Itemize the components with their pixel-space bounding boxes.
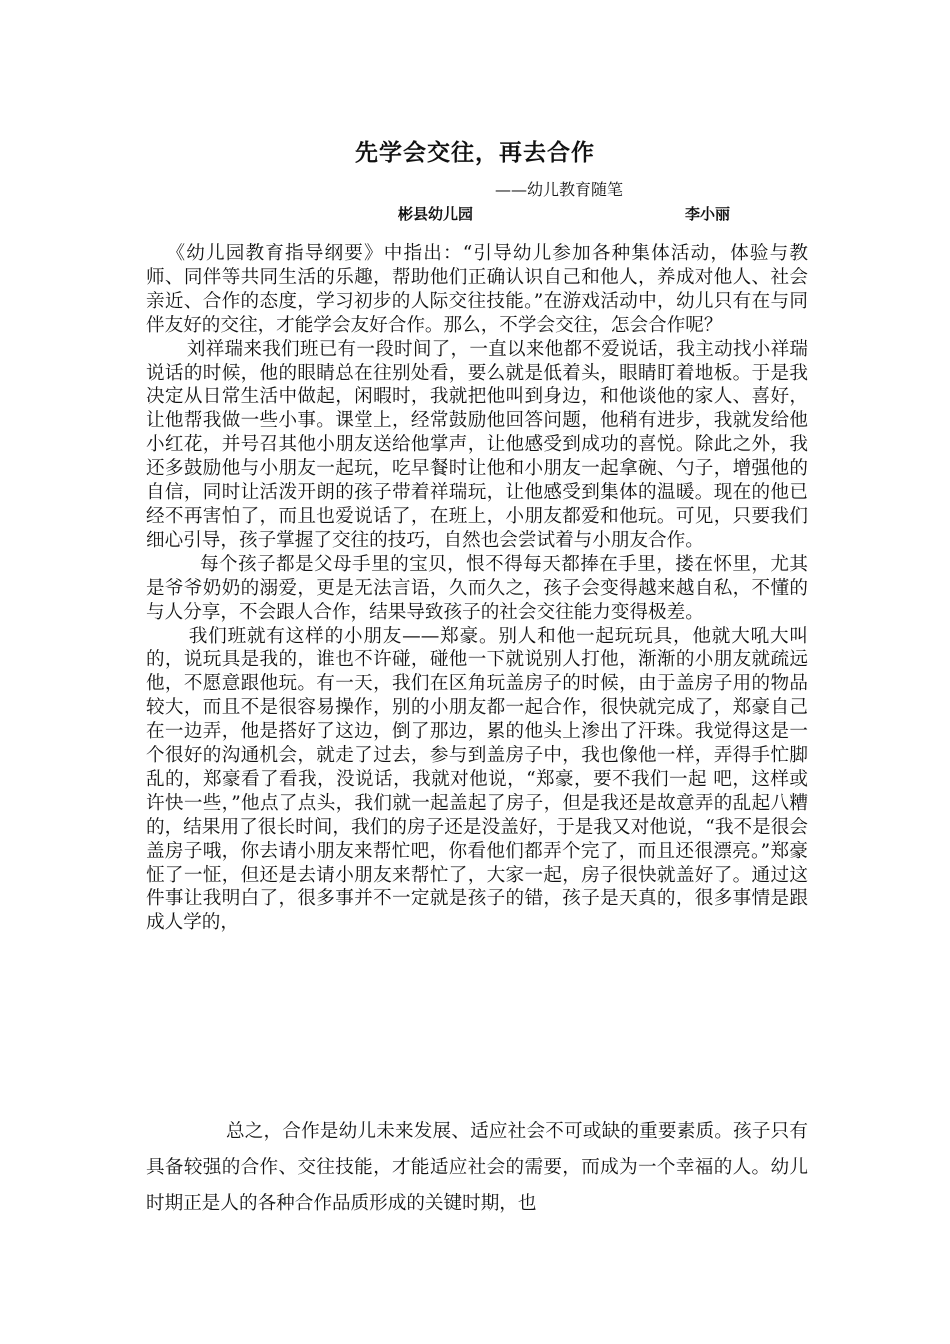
author-name: 李小丽	[685, 205, 731, 223]
closing-paragraph: 总之，合作是幼儿未来发展、适应社会不可或缺的重要素质。孩子只有具备较强的合作、交往技能，才能适应社会的需要，而成为一个幸福的人。幼儿时期正是人的各种合作品质形成的关键时期，也	[146, 1121, 808, 1214]
body-paragraph: 每个孩子都是父母手里的宝贝，恨不得每天都捧在手里，搂在怀里，尤其是爷爷奶奶的溺爱，更是无法言语，久而久之，孩子会变得越来越自私，不懂的与人分享，不会跟人合作，结果导致孩子的社会交往能力变得极差。	[146, 553, 808, 623]
closing-section	[146, 1114, 808, 1222]
document-body	[146, 242, 808, 935]
body-paragraph: 刘祥瑞来我们班已有一段时间了，一直以来他都不爱说话，我主动找小祥瑞说话的时候，他的眼睛总在往别处看，要么就是低着头，眼睛盯着地板。于是我决定从日常生活中做起，闲暇时，我就把他叫到身边，和他谈他的家人、喜好，让他帮我做一些小事。课堂上，经常鼓励他回答问题，他稍有进步，我就发给他小红花，并号召其他小朋友送给他掌声，让他感受到成功的喜悦。除此之外，我还多鼓励他与小朋友一起玩，吃早餐时让他和小朋友一起拿碗、勺子，增强他的自信，同时让活泼开朗的孩子带着祥瑞玩，让他感受到集体的温暖。现在的他已经不再害怕了，而且也爱说话了，在班上，小朋友都爱和他玩。可见，只要我们细心引导，孩子掌握了交往的技巧，自然也会尝试着与小朋友合作。	[146, 338, 808, 551]
document-subtitle: ——幼儿教育随笔	[495, 180, 624, 199]
school-name: 彬县幼儿园	[398, 205, 474, 223]
document-title: 先学会交往，再去合作	[355, 140, 595, 166]
body-paragraph: 我们班就有这样的小朋友——郑豪。别人和他一起玩玩具，他就大吼大叫的，说玩具是我的，谁也不许碰，碰他一下就说别人打他，渐渐的小朋友就疏远他，不愿意跟他玩。有一天，我们在区角玩盖房子的时候，由于盖房子用的物品较大，而且不是很容易操作，别的小朋友都一起合作，很快就完成了，郑豪自己在一边弄，他是搭好了这边，倒了那边，累的他头上渗出了汗珠。我觉得这是一个很好的沟通机会，就走了过去，参与到盖房子中，我也像他一样，弄得手忙脚乱的，郑豪看了看我，没说话，我就对他说，“郑豪，要不我们一起 吧，这样或许快一些，”他点了点头，我们就一起盖起了房子，但是我还是故意弄的乱起八糟的，结果用了很长时间，我们的房子还是没盖好，于是我又对他说，“我不是很会盖房子哦，你去请小朋友来帮忙吧，你看他们都弄个完了，而且还很漂亮。”郑豪怔了一怔，但还是去请小朋友来帮忙了，大家一起，房子很快就盖好了。通过这件事让我明白了，很多事并不一定就是孩子的错，孩子是天真的，很多事情是跟成人学的，	[146, 625, 808, 934]
body-paragraph: 《幼儿园教育指导纲要》中指出：“引导幼儿参加各种集体活动，体验与教师、同伴等共同生活的乐趣，帮助他们正确认识自己和他人，养成对他人、社会亲近、合作的态度，学习初步的人际交往技能。”在游戏活动中，幼儿只有在与同伴友好的交往，才能学会友好合作。那么，不学会交往，怎会合作呢？	[146, 243, 808, 336]
